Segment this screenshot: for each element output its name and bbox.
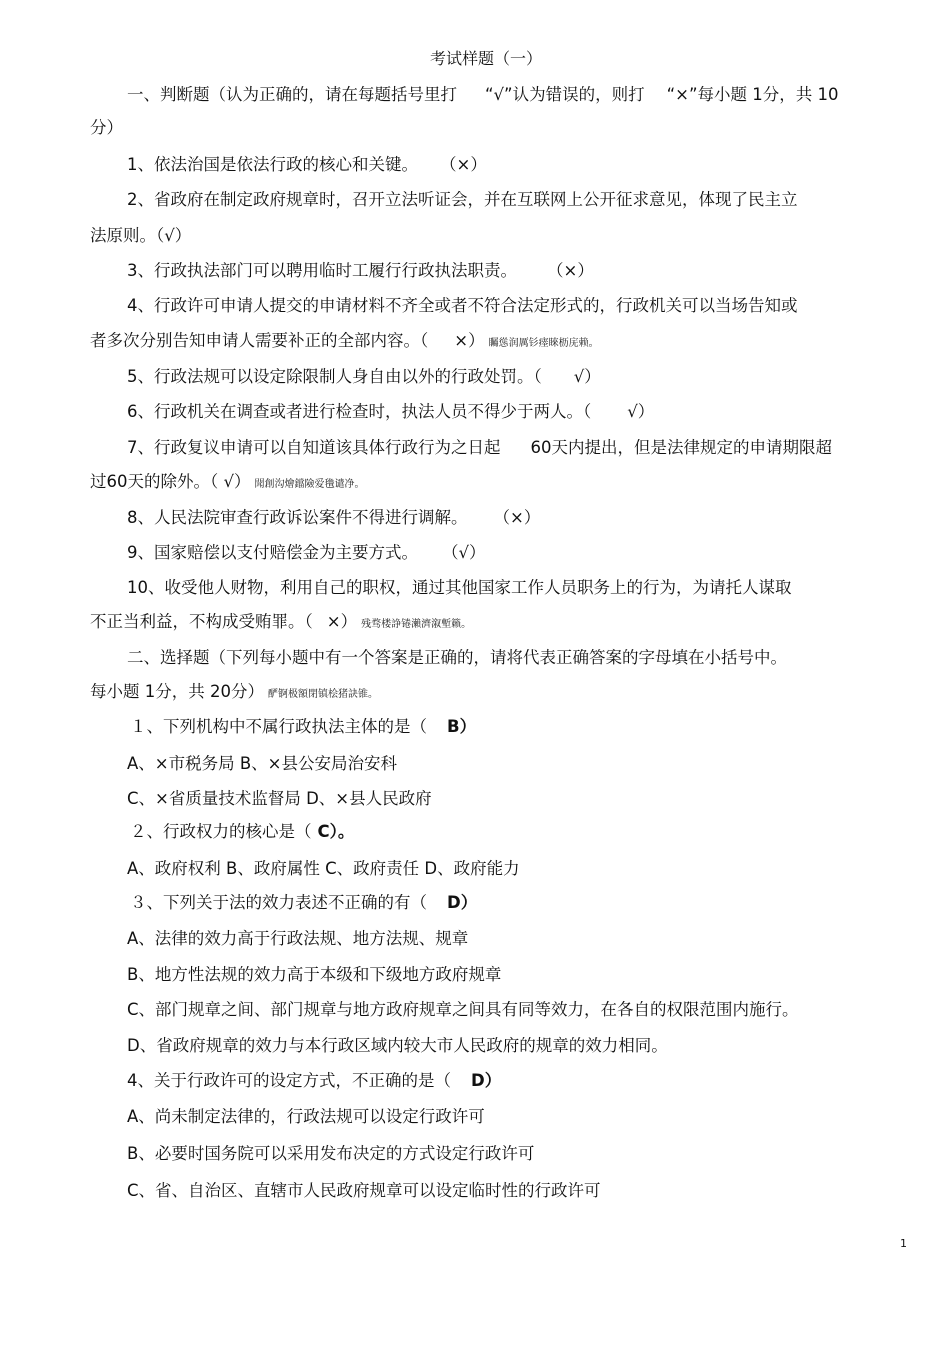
choice-q1-answer: B） <box>447 717 477 736</box>
choice-q4-option-a: A、尚未制定法律的，行政法规可以设定行政许可 <box>127 1107 485 1126</box>
judge-q8-answer: （×） <box>493 508 541 527</box>
choice-q3-option-b: B、地方性法规的效力高于本级和下级地方政府规章 <box>127 965 502 984</box>
judge-q2: 2、省政府在制定政府规章时，召开立法听证会，并在互联网上公开征求意见，体现了民主立 <box>127 190 798 209</box>
noise-text: 聞創沟燴鐺險爱氇谴净。 <box>254 479 365 490</box>
page-number: 1 <box>900 1237 907 1250</box>
judge-q10-cont <box>90 611 471 636</box>
choice-q2-options: A、政府权利 B、政府属性 C、政府责任 D、政府能力 <box>127 859 520 878</box>
judge-q7-cont <box>90 471 365 496</box>
judge-q1 <box>127 154 487 176</box>
choice-q4-text: 4、关于行政许可的设定方式，不正确的是（ <box>127 1071 451 1090</box>
judge-q7-text-c: 过60天的除外。（ √） <box>90 472 251 491</box>
judge-q8 <box>127 507 540 529</box>
judge-q7-text-a: 7、行政复议申请可以自知道该具体行政行为之日起 <box>127 438 501 457</box>
judge-q1-text: 1、依法治国是依法行政的核心和关键。 <box>127 155 418 174</box>
choice-q1-text: １、下列机构中不属行政执法主体的是（ <box>130 717 427 736</box>
judge-q7-text-b: 60天内提出，但是法律规定的申请期限超 <box>530 438 832 457</box>
noise-text: 酽锕极額閉镇桧猪訣锥。 <box>267 689 378 700</box>
judge-q4: 4、行政许可申请人提交的申请材料不齐全或者不符合法定形式的，行政机关可以当场告知或 <box>127 296 798 315</box>
choice-q4-option-b: B、必要时国务院可以采用发布决定的方式设定行政许可 <box>127 1144 535 1163</box>
judge-q3 <box>127 260 594 282</box>
choice-q2-text: ２、行政权力的核心是（ <box>130 822 312 841</box>
judge-q9-answer: （√） <box>442 543 486 562</box>
judge-q7 <box>127 437 832 459</box>
section2-header-cont <box>90 681 378 706</box>
choice-q1 <box>130 716 476 738</box>
section1-header-cont: 分） <box>90 118 123 137</box>
judge-q5 <box>127 366 601 388</box>
judge-q6-answer: √） <box>627 402 655 421</box>
section1-header-part-b: “√”认为错误的，则打 <box>485 85 645 104</box>
section2-header-text: 每小题 1分，共 20分） <box>90 682 264 701</box>
choice-q1-options-1: A、×市税务局 B、×县公安局治安科 <box>127 754 398 773</box>
choice-q3-text: ３、下列关于法的效力表述不正确的有（ <box>130 893 427 912</box>
judge-q4-cont <box>90 330 599 355</box>
judge-q9-text: 9、国家赔偿以支付赔偿金为主要方式。 <box>127 543 418 562</box>
judge-q3-text: 3、行政执法部门可以聘用临时工履行行政执法职责。 <box>127 261 517 280</box>
noise-text: 矚慫润厲钐瘗睞枥庑赖。 <box>488 338 599 349</box>
section1-header-part-a: 一、判断题（认为正确的，请在每题括号里打 <box>127 85 457 104</box>
judge-q2-cont: 法原则。（√） <box>90 226 192 245</box>
choice-q1-options-2: C、×省质量技术监督局 D、×县人民政府 <box>127 789 432 808</box>
judge-q6-text: 6、行政机关在调查或者进行检查时，执法人员不得少于两人。（ <box>127 402 592 421</box>
judge-q10-text: 不正当利益，不构成受贿罪。（ <box>90 612 313 631</box>
judge-q10-answer: ×） <box>326 612 358 631</box>
choice-q3-answer: D） <box>447 893 478 912</box>
judge-q5-answer: √） <box>573 367 601 386</box>
judge-q6 <box>127 401 654 423</box>
section1-header-part-c: “×”每小题 1分，共 10 <box>666 85 839 104</box>
choice-q3 <box>130 892 477 914</box>
choice-q4-option-c: C、省、自治区、直辖市人民政府规章可以设定临时性的行政许可 <box>127 1181 601 1200</box>
choice-q3-option-a: A、法律的效力高于行政法规、地方法规、规章 <box>127 929 469 948</box>
judge-q1-answer: （×） <box>440 155 487 174</box>
choice-q2 <box>130 821 354 843</box>
choice-q4-answer: D） <box>471 1071 502 1090</box>
section1-header <box>127 84 839 106</box>
judge-q4-answer: ×） <box>454 331 485 350</box>
choice-q3-option-d: D、省政府规章的效力与本行政区域内较大市人民政府的规章的效力相同。 <box>127 1036 668 1055</box>
judge-q3-answer: （×） <box>547 261 594 280</box>
judge-q9 <box>127 542 486 564</box>
judge-q10: 10、收受他人财物，利用自己的职权，通过其他国家工作人员职务上的行为，为请托人谋取 <box>127 578 792 597</box>
judge-q5-text: 5、行政法规可以设定除限制人身自由以外的行政处罚。（ <box>127 367 542 386</box>
choice-q3-option-c: C、部门规章之间、部门规章与地方政府规章之间具有同等效力，在各自的权限范围内施行。 <box>127 1000 799 1019</box>
page-title: 考试样题（一） <box>430 49 543 68</box>
noise-text: 残骛楼諍锩瀨濟溆塹籟。 <box>361 619 472 630</box>
choice-q4 <box>127 1070 501 1092</box>
judge-q8-text: 8、人民法院审查行政诉讼案件不得进行调解。 <box>127 508 468 527</box>
section2-header: 二、选择题（下列每小题中有一个答案是正确的，请将代表正确答案的字母填在小括号中。 <box>127 648 787 667</box>
judge-q4-text: 者多次分别告知申请人需要补正的全部内容。（ <box>90 331 429 350</box>
choice-q2-answer: C）。 <box>317 822 355 841</box>
